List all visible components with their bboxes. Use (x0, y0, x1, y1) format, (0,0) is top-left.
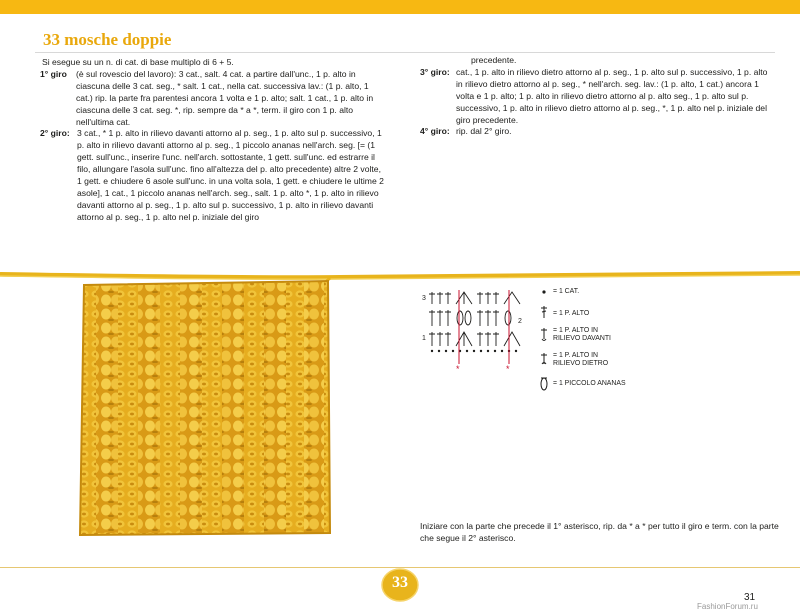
round-2-label: 2° giro: (40, 128, 70, 139)
title-divider (35, 52, 775, 53)
badge-number: 33 (392, 574, 408, 591)
row-number-3: 3 (422, 295, 426, 302)
chain-dot-icon (537, 288, 551, 302)
row-3-stitches (429, 292, 520, 304)
row-number-2: 2 (518, 318, 522, 325)
foundation-chain-dots (431, 350, 517, 352)
round-4 (420, 126, 770, 138)
round-1-text: (è sul rovescio del lavoro): 3 cat., salt. 4 cat. a partire dall'unc., 1 p. alto in ciascuna delle 3 cat. seg., * salt. 1 cat., nella cat. successiva lav.: (1 p. alto, 1 cat.) rip. la parte fra parentesi ancora 1 volta e 1 p. alto; salt. 1 cat., 1 p. alto in ciascuna delle 3 cat. seg. *, rip. sempre da * a *, term. il giro con 1 p. alto nell'ultima cat. (76, 68, 374, 127)
intro-text: Si esegue su un n. di cat. di base multiplo di 6 + 5. (42, 57, 234, 67)
puff-stitch-icon (537, 377, 551, 391)
row-1-stitches (429, 332, 520, 346)
repeat-note: Iniziare con la parte che precede il 1° asterisco, rip. da * a * per tutto il giro e term. con la parte che segue il 2° asterisco. (420, 521, 779, 543)
crochet-swatch-image (78, 279, 334, 538)
top-color-bar (0, 0, 800, 14)
front-post-icon (537, 327, 551, 341)
round-2-continuation: precedente. (471, 55, 517, 65)
svg-text:*: * (456, 364, 460, 374)
round-3-label: 3° giro: (420, 66, 450, 77)
asterisk-repeat-lines (459, 290, 509, 364)
legend-item-front-post: = 1 P. ALTO IN RILIEVO DAVANTI (535, 327, 625, 343)
symbol-legend (535, 288, 685, 388)
round-1 (40, 69, 386, 129)
double-crochet-icon (537, 305, 551, 319)
svg-text:*: * (506, 364, 510, 374)
round-3-text: cat., 1 p. alto in rilievo dietro attorno al p. seg., 1 p. alto sul p. successivo, 1 p. alto in rilievo dietro attorno al p. seg., * nell'arch. seg. lav.: (1 p. alto, 1 cat.) ancora 1 volta e 1 p. alto; 1 p. alto in rilievo dietro attorno al p. alto seg., 1 p. alto sul p. successivo, 1 p. alto in rilievo dietro attorno al p. seg., *, 1 p. alto nel p. iniziale del giro precedente. (456, 66, 768, 125)
row-2-stitches (429, 310, 511, 326)
instructions-left-column (40, 57, 386, 224)
round-3 (420, 67, 770, 127)
round-1-label: 1° giro (40, 68, 67, 79)
site-watermark: FashionForum.ru (697, 602, 758, 611)
round-4-text: rip. dal 2° giro. (456, 126, 512, 137)
page-number: 31 (744, 592, 756, 603)
pattern-title: 33 mosche doppie (43, 30, 172, 49)
row-number-1: 1 (422, 335, 426, 342)
asterisk-markers (456, 364, 510, 374)
round-4-label: 4° giro: (420, 126, 450, 137)
legend-item-double-crochet: = 1 P. ALTO (535, 305, 685, 318)
legend-item-puff: = 1 PICCOLO ANANAS (535, 377, 685, 388)
stitch-chart-diagram (420, 288, 532, 374)
instructions-right-column (420, 55, 770, 138)
round-2 (40, 128, 386, 223)
round-2-text: 3 cat., * 1 p. alto in rilievo davanti attorno al p. seg., 1 p. alto sul p. successivo, 1 p. alto in rilievo davanti attorno al p. seg., 1 piccolo ananas nell'arch. seg. [= (1 gett. sull'unc., inserire l'unc. nell'arch. sottostante, 1 gett. sull'unc. ed estrarre il filo, allungare l'asola sull'unc. fino all'altezza del p. alto precedente) altre 2 volte, 1 gett. e chiudere 6 asole sull'unc. in una volta sola, 1 gett. e chiudere le ultime 2 asole], 1 cat., 1 piccolo ananas nell'arch. seg., salt. 1 p. alto *, 1 p. alto in rilievo davanti attorno al p. seg., 1 p. alto sul p. successivo, 1 p. alto in rilievo davanti attorno al p. seg., 1 p. alto nel p. iniziale del giro (77, 128, 384, 222)
back-post-icon (537, 352, 551, 366)
legend-item-back-post: = 1 P. ALTO IN RILIEVO DIETRO (535, 352, 625, 368)
legend-item-chain: = 1 CAT. (535, 288, 685, 296)
